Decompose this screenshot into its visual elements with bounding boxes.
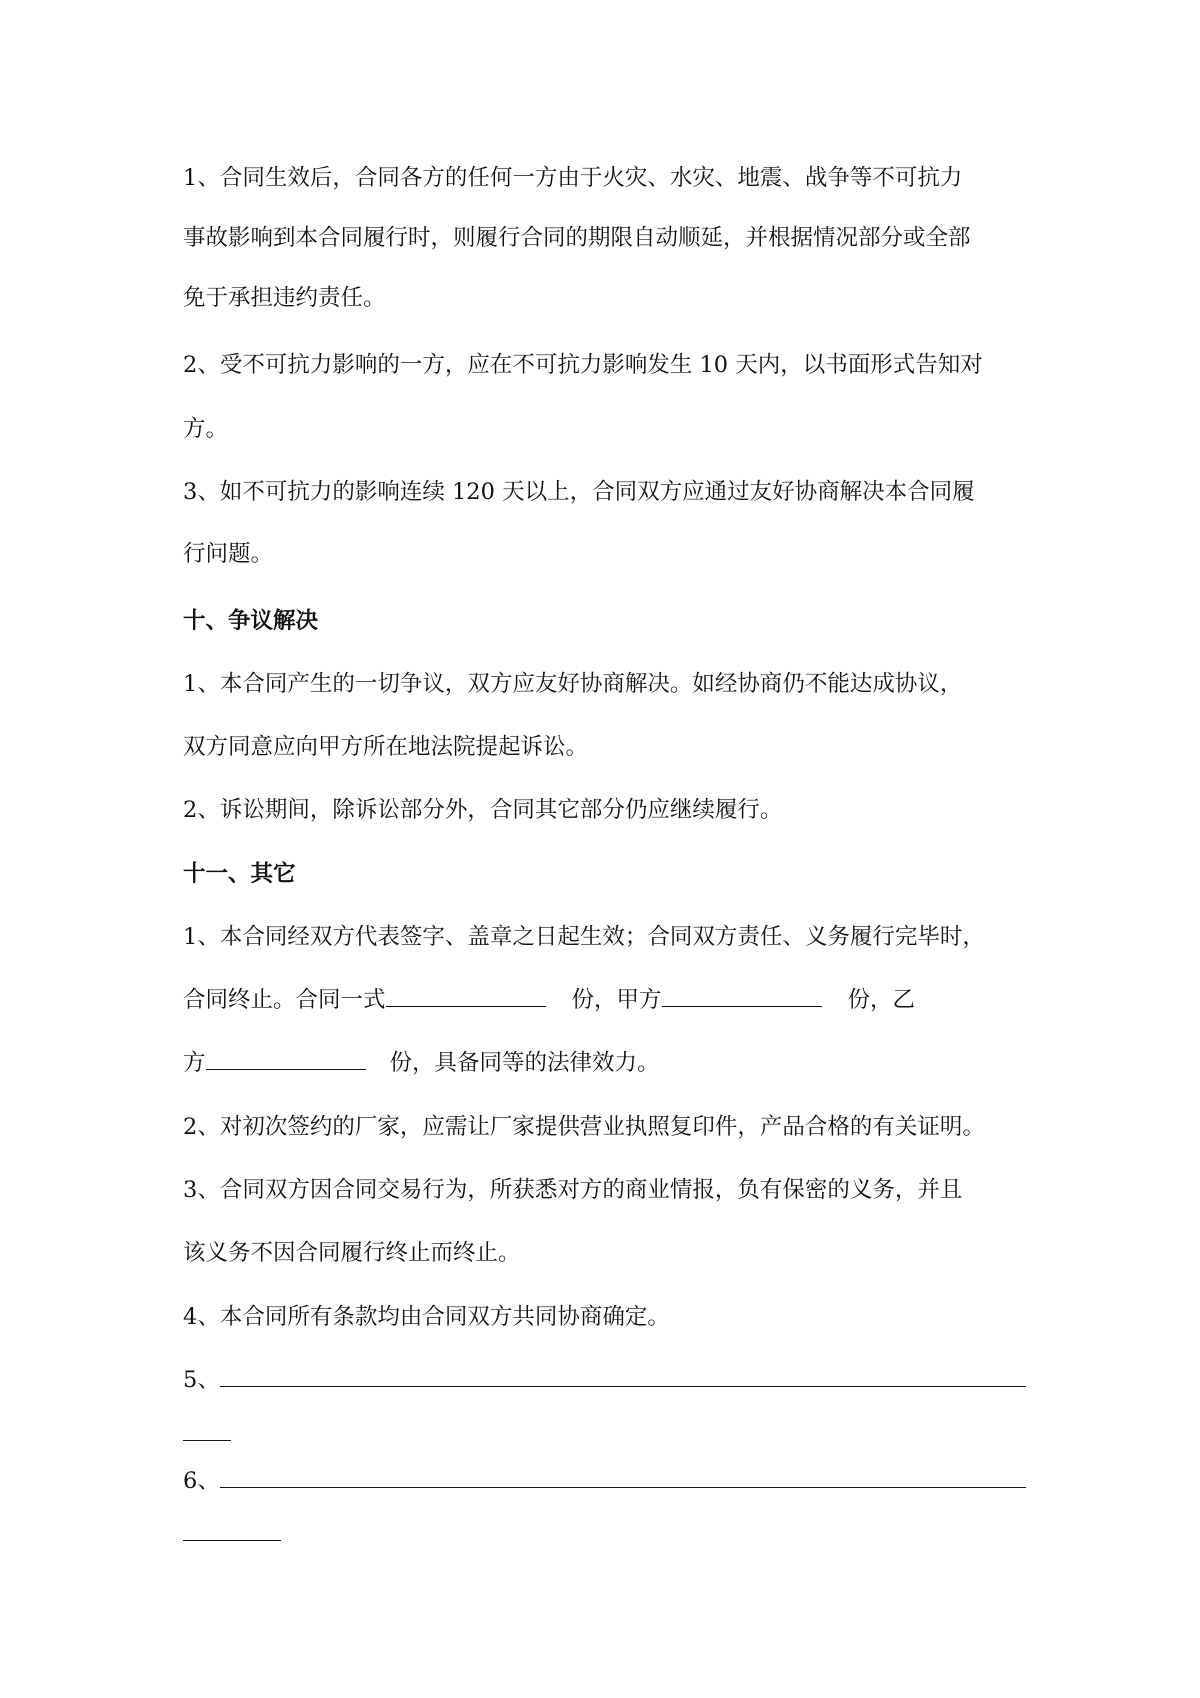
force-majeure-item1-line1: 1、合同生效后，合同各方的任何一方由于火灾、水灾、地震、战争等不可抗力 bbox=[183, 165, 963, 191]
item5-blank[interactable] bbox=[220, 1364, 1026, 1387]
force-majeure-item2-line2: 方。 bbox=[183, 416, 229, 442]
other-item2-line1: 2、对初次签约的厂家，应需让厂家提供营业执照复印件，产品合格的有关证明。 bbox=[183, 1114, 985, 1140]
item5-blank-continuation[interactable] bbox=[183, 1418, 231, 1441]
section-heading-dispute: 十、争议解决 bbox=[183, 608, 319, 634]
force-majeure-item3-line2: 行问题。 bbox=[183, 541, 274, 567]
dispute-item2-line1: 2、诉讼期间，除诉讼部分外，合同其它部分仍应继续履行。 bbox=[183, 797, 783, 823]
other-item3-line2: 该义务不因合同履行终止而终止。 bbox=[183, 1240, 521, 1266]
copies-total-label: 合同终止。合同一式 bbox=[183, 987, 386, 1013]
dispute-item1-line1: 1、本合同产生的一切争议，双方应友好协商解决。如经协商仍不能达成协议， bbox=[183, 671, 963, 697]
other-item6-line1 bbox=[183, 1465, 1026, 1497]
section-heading-other: 十一、其它 bbox=[183, 861, 296, 887]
other-item1-line1: 1、本合同经双方代表签字、盖章之日起生效；合同双方责任、义务履行完毕时， bbox=[183, 924, 985, 950]
force-majeure-item2-line1: 2、受不可抗力影响的一方，应在不可抗力影响发生 10 天内，以书面形式告知对 bbox=[183, 352, 983, 378]
other-item3-line1: 3、合同双方因合同交易行为，所获悉对方的商业情报，负有保密的义务，并且 bbox=[183, 1177, 963, 1203]
other-item4-line1: 4、本合同所有条款均由合同双方共同协商确定。 bbox=[183, 1304, 670, 1330]
item6-blank-continuation[interactable] bbox=[183, 1518, 281, 1541]
other-item5-line1 bbox=[183, 1364, 1026, 1396]
copies-total-blank[interactable] bbox=[386, 984, 546, 1007]
party-a-copies-label: 份，甲方 bbox=[571, 987, 662, 1013]
party-b-copies-label-end: 方 bbox=[183, 1050, 206, 1076]
dispute-item1-line2: 双方同意应向甲方所在地法院提起诉讼。 bbox=[183, 734, 589, 760]
item6-prefix: 6、 bbox=[183, 1468, 220, 1494]
force-majeure-item1-line2: 事故影响到本合同履行时，则履行合同的期限自动顺延，并根据情况部分或全部 bbox=[183, 225, 971, 251]
equal-legal-effect-text: 份，具备同等的法律效力。 bbox=[389, 1050, 660, 1076]
other-item1-line3 bbox=[183, 1047, 660, 1079]
item5-prefix: 5、 bbox=[183, 1367, 220, 1393]
item6-blank[interactable] bbox=[220, 1465, 1026, 1488]
party-b-copies-blank[interactable] bbox=[206, 1047, 366, 1070]
force-majeure-item3-line1: 3、如不可抗力的影响连续 120 天以上，合同双方应通过友好协商解决本合同履 bbox=[183, 479, 975, 505]
force-majeure-item1-line3: 免于承担违约责任。 bbox=[183, 285, 386, 311]
other-item1-line2 bbox=[183, 984, 915, 1016]
party-b-copies-label-start: 份，乙 bbox=[847, 987, 916, 1013]
party-a-copies-blank[interactable] bbox=[662, 984, 822, 1007]
